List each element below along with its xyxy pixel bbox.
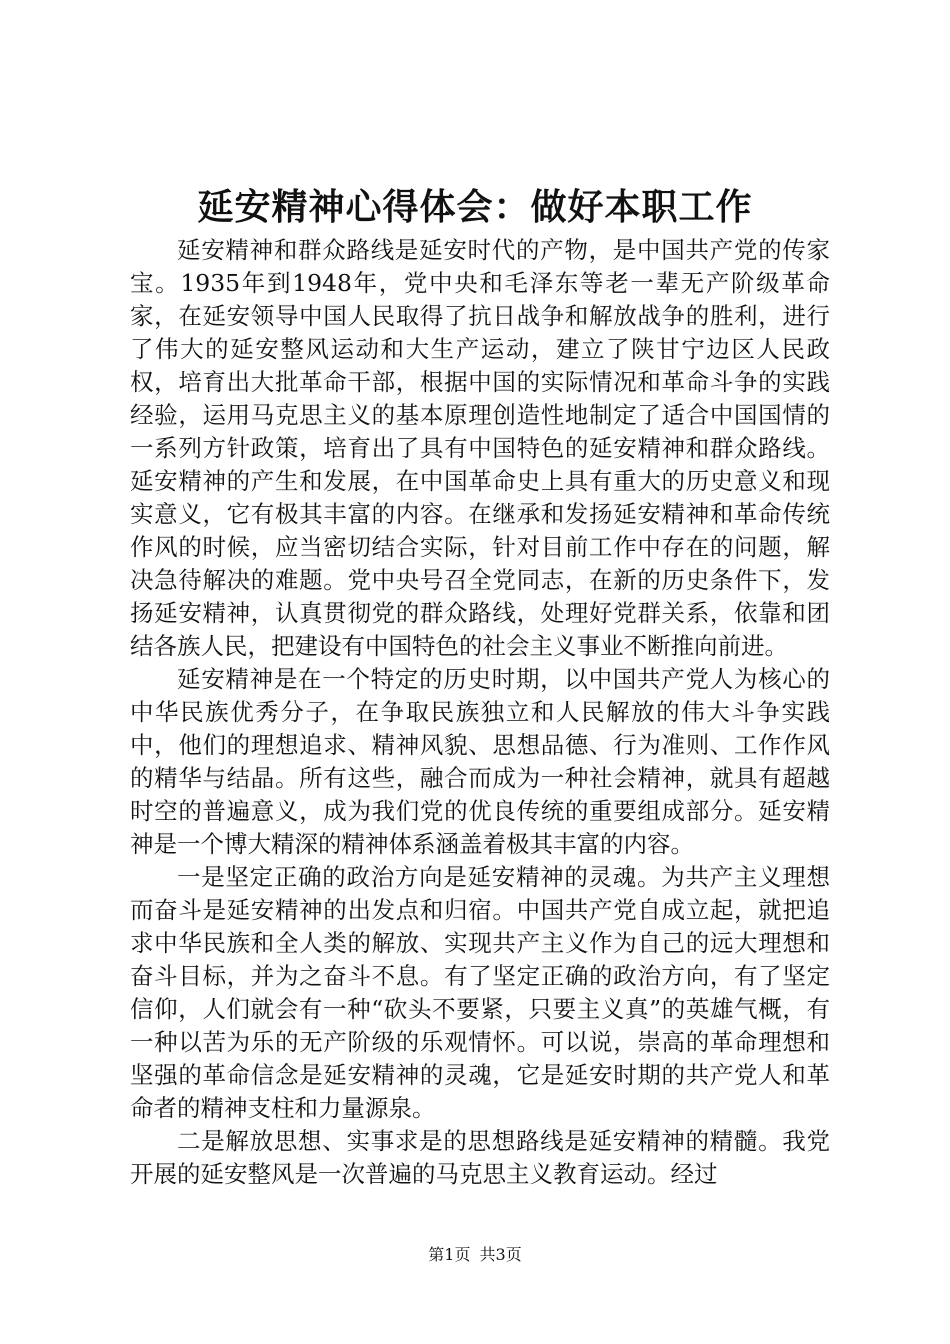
document-title: 延安精神心得体会：做好本职工作	[197, 186, 753, 228]
page-total: 共3页	[479, 1245, 522, 1264]
page-footer	[0, 1244, 950, 1266]
document-body	[130, 234, 830, 1191]
paragraph-4: 二是解放思想、实事求是的思想路线是延安精神的精髓。我党开展的延安整风是一次普遍的马克思主义教育运动。经过	[130, 1127, 830, 1188]
paragraph-3: 一是坚定正确的政治方向是延安精神的灵魂。为共产主义理想而奋斗是延安精神的出发点和归宿。中国共产党自成立起，就把追求中华民族和全人类的解放、实现共产主义作为自己的远大理想和奋斗目标，并为之奋斗不息。有了坚定正确的政治方向，有了坚定信仰，人们就会有一种“砍头不要紧，只要主义真”的英雄气概，有一种以苦为乐的无产阶级的乐观情怀。可以说，崇高的革命理想和坚强的革命信念是延安精神的灵魂，它是延安时期的共产党人和革命者的精神支柱和力量源泉。	[130, 863, 830, 1122]
paragraph-1: 延安精神和群众路线是延安时代的产物，是中国共产党的传家宝。1935年到1948年，党中央和毛泽东等老一辈无产阶级革命家，在延安领导中国人民取得了抗日战争和解放战争的胜利，进行了伟大的延安整风运动和大生产运动，建立了陕甘宁边区人民政权，培育出大批革命干部，根据中国的实际情况和革命斗争的实践经验，运用马克思主义的基本原理创造性地制定了适合中国国情的一系列方针政策，培育出了具有中国特色的延安精神和群众路线。延安精神的产生和发展，在中国革命史上具有重大的历史意义和现实意义，它有极其丰富的内容。在继承和发扬延安精神和革命传统作风的时候，应当密切结合实际，针对目前工作中存在的问题，解决急待解决的难题。党中央号召全党同志，在新的历史条件下，发扬延安精神，认真贯彻党的群众路线，处理好党群关系，依靠和团结各族人民，把建设有中国特色的社会主义事业不断推向前进。	[130, 236, 830, 660]
page-number: 第1页	[428, 1245, 471, 1264]
paragraph-2: 延安精神是在一个特定的历史时期，以中国共产党人为核心的中华民族优秀分子，在争取民族独立和人民解放的伟大斗争实践中，他们的理想追求、精神风貌、思想品德、行为准则、工作作风的精华与结晶。所有这些，融合而成为一种社会精神，就具有超越时空的普遍意义，成为我们党的优良传统的重要组成部分。延安精神是一个博大精深的精神体系涵盖着极其丰富的内容。	[130, 665, 830, 858]
